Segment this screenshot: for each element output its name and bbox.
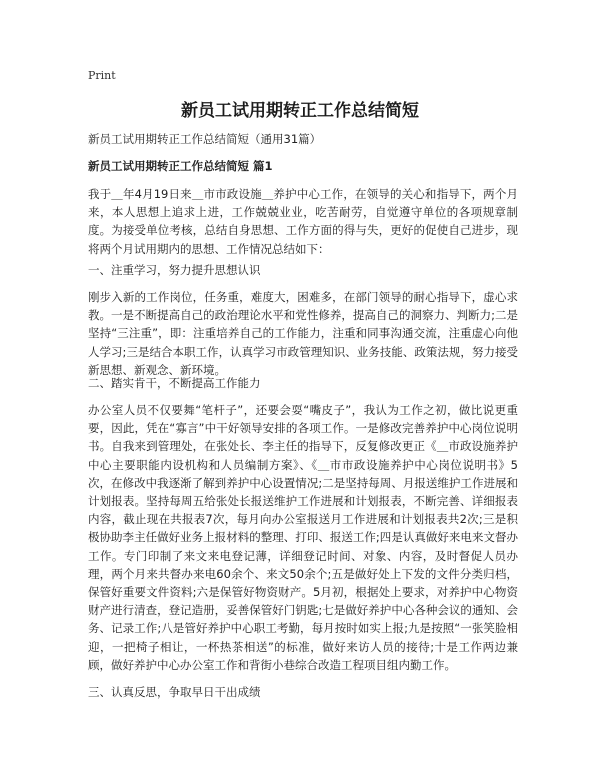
intro-paragraph: 我于＿年4月19日来＿市市政设施＿养护中心工作，在领导的关心和指导下，两个月来，本人思想上追求上进，工作兢兢业业，吃苦耐劳，自觉遵守单位的各项规章制度。为接受单位考核，总结自身思想、工作方面的得与失，更好的促使自己进步，现将两个月试用期内的思想、工作情况总结如下： bbox=[88, 187, 518, 256]
page-title: 新员工试用期转正工作总结简短 bbox=[181, 101, 419, 121]
heading-reflection: 三、认真反思，争取早日干出成绩 bbox=[88, 685, 261, 699]
work-ability-paragraph: 办公室人员不仅要舞“笔杆子”，还要会耍“嘴皮子”，我认为工作之初，做比说更重要，因此，凭在“寡言”中干好领导安排的各项工作。一是修改完善养护中心岗位说明书。自我来到管理处，在张处长、李主任的指导下，反复修改更正《＿市政设施养护中心主要职能内设机构和人员编制方案》、《＿市市政设施养护中心岗位说明书》5次，在修改中我逐渐了解到养护中心设置情况;二是坚持每周、月报送维护工作进展和计划报表。坚持每周五给张处长报送维护工作进展和计划报表，不断完善、详细报表内容，截止现在共报表7次，每月向办公室报送月工作进展和计划报表共2次;三是积极协助李主任做好业务上报材料的整理、打印、报送工作;四是认真做好来电来文督办工作。专门印制了来文来电登记薄，详细登记时间、对象、内容，及时督促人员办理，两个月来共督办来电60余个、来文50余个;五是做好处上下发的文件分类归档，保管好重要文件资料;六是保管好物资财产。5月初，根据处上要求，对养护中心物资财产进行清查，登记造册，妥善保管好门钥匙;七是做好养护中心各种会议的通知、会务、记录工作;八是管好养护中心职工考勤，每月按时如实上报;九是按照“一张笑脸相迎，一把椅子相让，一杯热茶相送”的标准，做好来访人员的接待;十是工作两边兼顾，做好养护中心办公室工作和背街小巷综合改造工程项目组内勤工作。 bbox=[88, 403, 518, 672]
study-paragraph: 刚步入新的工作岗位，任务重，难度大，困难多，在部门领导的耐心指导下，虚心求教。一是不断提高自己的政治理论水平和党性修养，提高自己的洞察力、判断力;二是坚持“三注重”，即：注重培养自己的工作能力，注重和同事沟通交流，注重虚心向他人学习;三是结合本职工作，认真学习市政管理知识、业务技能、政策法规，努力接受新思想、新观念、新环境。 bbox=[88, 290, 518, 377]
heading-work-ability: 二、踏实肯干，不断提高工作能力 bbox=[88, 376, 261, 390]
print-link[interactable]: Print bbox=[88, 69, 116, 82]
document-subtitle: 新员工试用期转正工作总结简短（通用31篇） bbox=[88, 132, 322, 146]
heading-study: 一、注重学习，努力提升思想认识 bbox=[88, 263, 261, 277]
section-title: 新员工试用期转正工作总结简短 篇1 bbox=[88, 159, 273, 173]
